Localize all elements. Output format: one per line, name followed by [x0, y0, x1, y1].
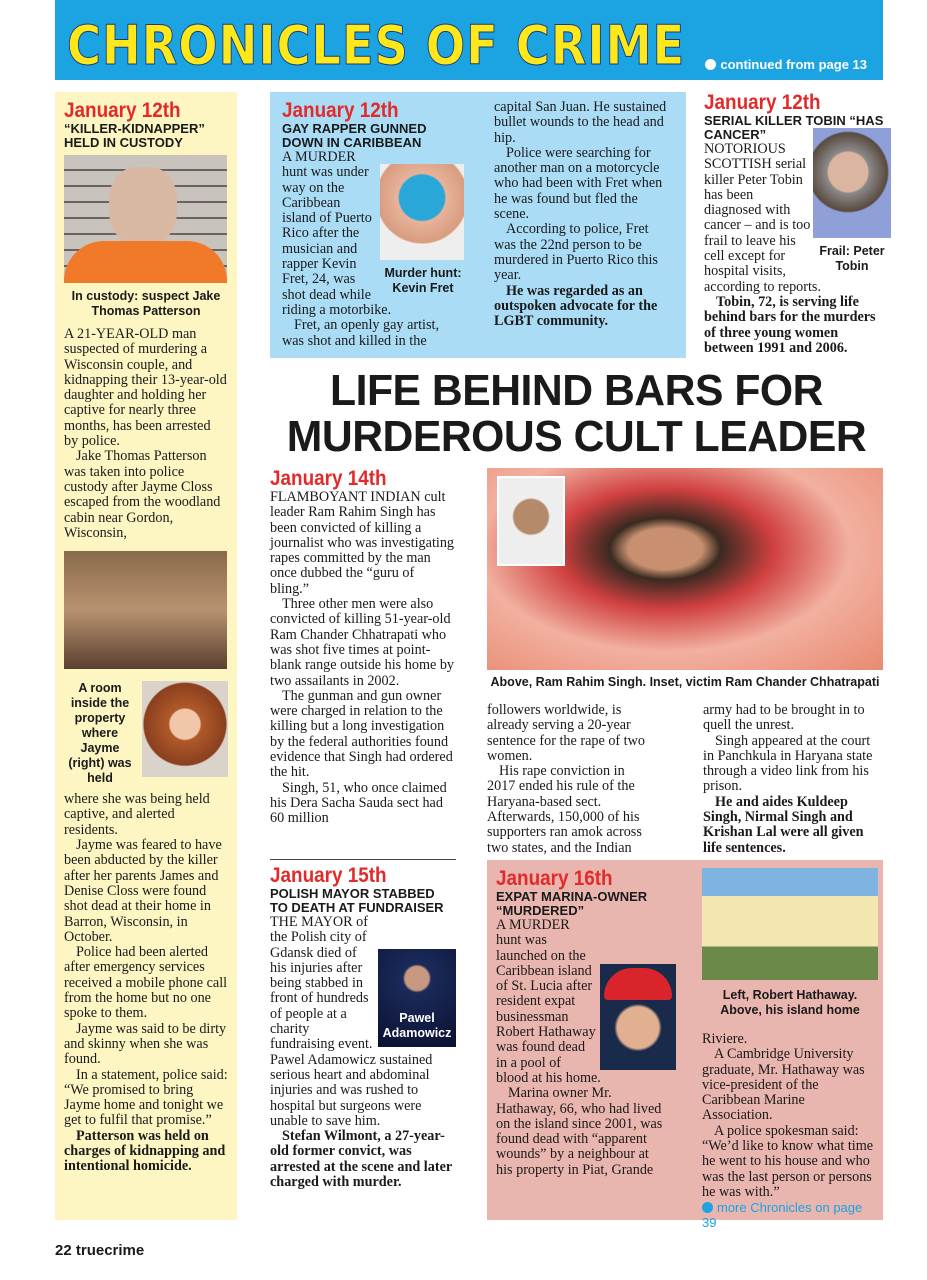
more-chronicles-link[interactable]: more Chronicles on page 39 — [702, 1200, 863, 1231]
fret-figure — [380, 164, 466, 296]
story-cult-leader: January 14th FLAMBOYANT INDIAN cult leader Ram Rahim Singh has been convicted of killing a journalist who was investigating rapes committed by the man once dubbed the “guru of bling.” Three other men were also convicted of killing 51-year-old Ram Chander Chhatrapati who was shot five times at point-blank range outside his home by two assailants in 2002. The gunman and gun owner were charged in relation to the killing but a long investigation by the federal authorities found evidence that Singh had ordered the hit. Singh, 51, who once claimed his Dera Sacha Sauda sect had 60 million — [270, 467, 455, 827]
tobin-photo — [813, 128, 891, 238]
story-kicker: GAY RAPPER GUNNED DOWN IN CARIBBEAN — [282, 121, 427, 150]
story-body-continued: where she was being held captive, and alerted residents. Jayme was feared to have been abducted by the killer after her parents James and Denise Closs were found shot dead at their home in Barron, Wisconsin, in October. Police had been alerted after emergency services received a mobile phone call from the home but no one spoke to them. Jayme was said to be dirty and skinny when she was found. In a statement, police said: “We promised to bring Jayme home and tonight we get to fulfil that promise.” Patterson was held on charges of kidnapping and intentional homicide. — [64, 791, 228, 1175]
story-kicker: EXPAT MARINA-OWNER “MURDERED” — [496, 889, 648, 918]
story-kicker: POLISH MAYOR STABBED TO DEATH AT FUNDRAISER — [270, 886, 444, 915]
section-header — [55, 0, 883, 80]
continued-note: continued from page 13 — [705, 57, 867, 72]
story-date: January 12th — [282, 99, 399, 122]
adamowicz-photo — [378, 949, 456, 1047]
section-title: CHRONICLES OF CRIME — [67, 14, 686, 77]
photo-caption: Pawel Adamowicz — [382, 1011, 452, 1040]
mugshot-photo — [64, 155, 227, 283]
fret-photo — [380, 164, 464, 260]
story-date: January 15th — [270, 864, 387, 887]
story-body-col3: army had to be brought in to quell the unrest. Singh appeared at the court in Panchkula in Haryana state through a video link from his prison. He and aides Kuldeep Singh, Nirmal Singh and Krishan Lal were all given life sentences. — [703, 702, 873, 856]
bullet-icon — [702, 1202, 713, 1213]
story-mayor: January 15th POLISH MAYOR STABBED TO DEATH AT FUNDRAISER Pawel Adamowicz THE MAYOR of the Polish city of Gdansk died of his injuries after being stabbed in front of hundreds of people at a charity fundraising event. Pawel Adamowicz sustained serious heart and abdominal injuries and was rushed to hospital but surgeons were unable to save him. Stefan Wilmont, a 27-year-old former convict, was arrested at the scene and later charged with murder. — [270, 865, 456, 1190]
divider — [270, 859, 456, 860]
story-date: January 12th — [64, 99, 181, 122]
story-kicker: “KILLER-KIDNAPPER” HELD IN CUSTODY — [64, 121, 205, 150]
photo-caption: Murder hunt: Kevin Fret — [384, 266, 462, 295]
story-body-col2: followers worldwide, is already serving a 20-year sentence for the rape of two women. His rape conviction in 2017 ended his rule of the Haryana-based sect. Afterwards, 150,000 of his supporters ran amok across two states, and the Indian — [487, 702, 645, 856]
hathaway-photo — [600, 964, 676, 1070]
tobin-figure — [813, 128, 891, 274]
story-date: January 14th — [270, 467, 387, 490]
room-caption: A room inside the property where Jayme (right) was held — [68, 681, 132, 786]
story-fret: January 12th GAY RAPPER GUNNED DOWN IN CARIBBEAN Murder hunt: Kevin Fret A MURDER hunt was under way on the Caribbean island of Puerto Rico after the musician and rapper Kevin Fret, 24, was shot dead while riding a motorbike. Fret, an openly gay artist, was shot and killed in the capital San Juan. He sustained bullet wounds to the head and hip. Police were searching for another man on a motorcycle who had been with Fret when he was found but fled the scene. According to police, Fret was the 22nd person to be murdered in Puerto Rico this year. He was regarded as an outspoken advocate for the LGBT community. — [270, 92, 686, 358]
story-tobin: January 12th SERIAL KILLER TOBIN “HAS CANCER” Frail: Peter Tobin NOTORIOUS SCOTTISH serial killer Peter Tobin has been diagnosed with cancer – and is too frail to leave his cell except for hospital visits, according to reports. Tobin, 72, is serving life behind bars for the murders of three young women between 1991 and 2006. — [704, 92, 885, 356]
page-footer — [55, 1242, 144, 1259]
story-kidnapper — [55, 92, 237, 1220]
page-number: 22 — [55, 1242, 72, 1259]
jayme-photo — [142, 681, 228, 777]
bullet-icon — [705, 59, 716, 70]
photo-caption: In custody: suspect Jake Thomas Patterson — [71, 289, 221, 318]
photo-caption: Left, Robert Hathaway. Above, his island home — [720, 988, 860, 1017]
room-photo — [64, 551, 227, 669]
story-marina: January 16th EXPAT MARINA-OWNER “MURDERED” A MURDER hunt was launched on the Caribbean island of St. Lucia after resident expat businessman Robert Hathaway was found dead in a pool of blood at his home. Marina owner Mr. Hathaway, 66, who had lived on the island since 2001, was found dead with “apparent wounds” by a neighbour at his property in Piat, Grande Left, Robert Hathaway. Above, his island home Riviere. A Cambridge University graduate, Mr. Hathaway was vice-president of the Caribbean Marine Association. A police spokesman said: “We’d like to know what time he went to his house and who was the last person or persons he was with.” more Chronicles on page 39 — [487, 860, 883, 1220]
photo-caption: Above, Ram Rahim Singh. Inset, victim Ram Chander Chhatrapati — [490, 675, 880, 689]
lead-headline: LIFE BEHIND BARS FOR MURDEROUS CULT LEADER — [286, 366, 867, 461]
ram-rahim-photo — [487, 468, 883, 670]
photo-caption: Frail: Peter Tobin — [819, 244, 885, 273]
island-home-photo — [702, 868, 878, 980]
story-date: January 12th — [704, 91, 821, 114]
story-date: January 16th — [496, 867, 613, 890]
magazine-brand: truecrime — [75, 1242, 145, 1259]
story-body: A 21-YEAR-OLD man suspected of murdering a Wisconsin couple, and kidnapping their 13-year-old daughter and holding her captive for nearly three months, has been arrested by police. Jake Thomas Patterson was taken into police custody after Jayme Closs escaped from the woodland cabin near Gordon, Wisconsin, — [64, 326, 227, 541]
inset-victim-photo — [497, 476, 565, 566]
story-kicker: SERIAL KILLER TOBIN “HAS CANCER” — [704, 113, 884, 142]
